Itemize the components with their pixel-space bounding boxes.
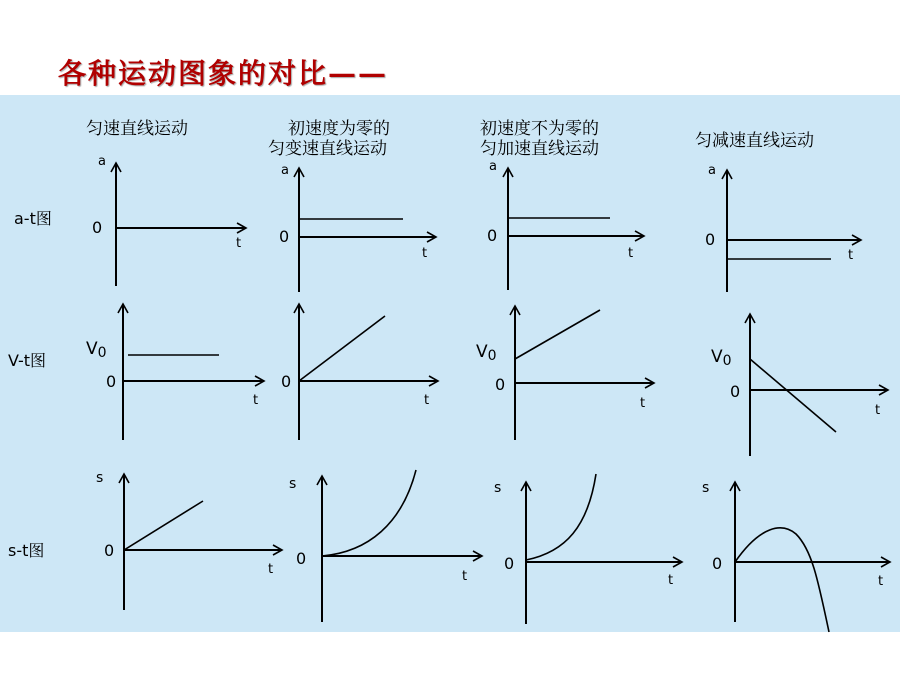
vt-graph-uniform [86,304,264,440]
axis-label-t: t [668,573,674,588]
col-heading-3b: 匀加速直线运动 [480,139,599,159]
axis-label-s: s [289,476,297,492]
st-graph-uniform [96,470,282,610]
col-heading-3a: 初速度不为零的 [480,119,599,139]
axis-label-v0: V0 [86,339,107,361]
vt-graph-accel-from-rest [281,304,438,440]
axis-label-v0: V0 [476,342,497,364]
at-graph-accel-nonzero-v0 [487,159,644,290]
origin-label: 0 [279,227,290,246]
origin-label: 0 [281,372,292,391]
rising-velocity-line [299,316,385,381]
origin-label: 0 [495,375,506,394]
origin-label: 0 [705,230,716,249]
axis-label-t: t [462,569,468,584]
axis-label-t: t [848,248,854,263]
origin-label: 0 [92,218,103,237]
axis-label-t: t [875,403,881,418]
st-graph-accel-from-rest [289,470,482,622]
axis-label-s: s [702,480,710,496]
falling-velocity-line [750,359,836,432]
st-graph-decel [702,480,890,632]
rise-and-fall-displacement-curve [735,528,829,632]
axis-label-t: t [640,396,646,411]
parabolic-displacement-curve [322,470,416,556]
axis-label-s: s [494,480,502,496]
parabolic-displacement-curve [526,474,596,560]
at-graph-accel-from-rest [279,163,436,292]
col-heading-2b: 匀变速直线运动 [268,139,387,159]
axis-label-t: t [268,562,274,577]
axis-label-a: a [98,154,106,169]
axis-label-t: t [422,246,428,261]
origin-label: 0 [487,226,498,245]
origin-label: 0 [730,382,741,401]
row-label-vt: V-t图 [8,351,47,370]
st-graph-accel-nonzero-v0 [494,474,682,624]
axis-label-a: a [708,163,716,178]
origin-label: 0 [296,549,307,568]
vt-graph-decel [711,314,888,456]
axis-label-t: t [253,393,259,408]
origin-label: 0 [104,541,115,560]
at-graph-decel [705,163,861,292]
slide-title: 各种运动图象的对比—— [58,57,389,90]
axis-label-t: t [424,393,430,408]
linear-displacement-line [124,501,203,550]
origin-label: 0 [712,554,723,573]
row-label-st: s-t图 [8,541,45,560]
axis-label-a: a [281,163,289,178]
axis-label-t: t [628,246,634,261]
row-label-at: a-t图 [14,209,52,228]
axis-label-t: t [878,574,884,589]
origin-label: 0 [504,554,515,573]
axis-label-t: t [236,236,242,251]
axis-label-a: a [489,159,497,174]
at-graph-uniform [92,154,246,286]
col-heading-2a: 初速度为零的 [288,119,390,139]
axis-label-v0: V0 [711,347,732,369]
col-heading-1: 匀速直线运动 [86,119,188,139]
col-heading-4: 匀减速直线运动 [695,131,814,151]
origin-label: 0 [106,372,117,391]
vt-graph-accel-nonzero-v0 [476,306,654,440]
rising-velocity-line [515,310,600,359]
axis-label-s: s [96,470,104,486]
